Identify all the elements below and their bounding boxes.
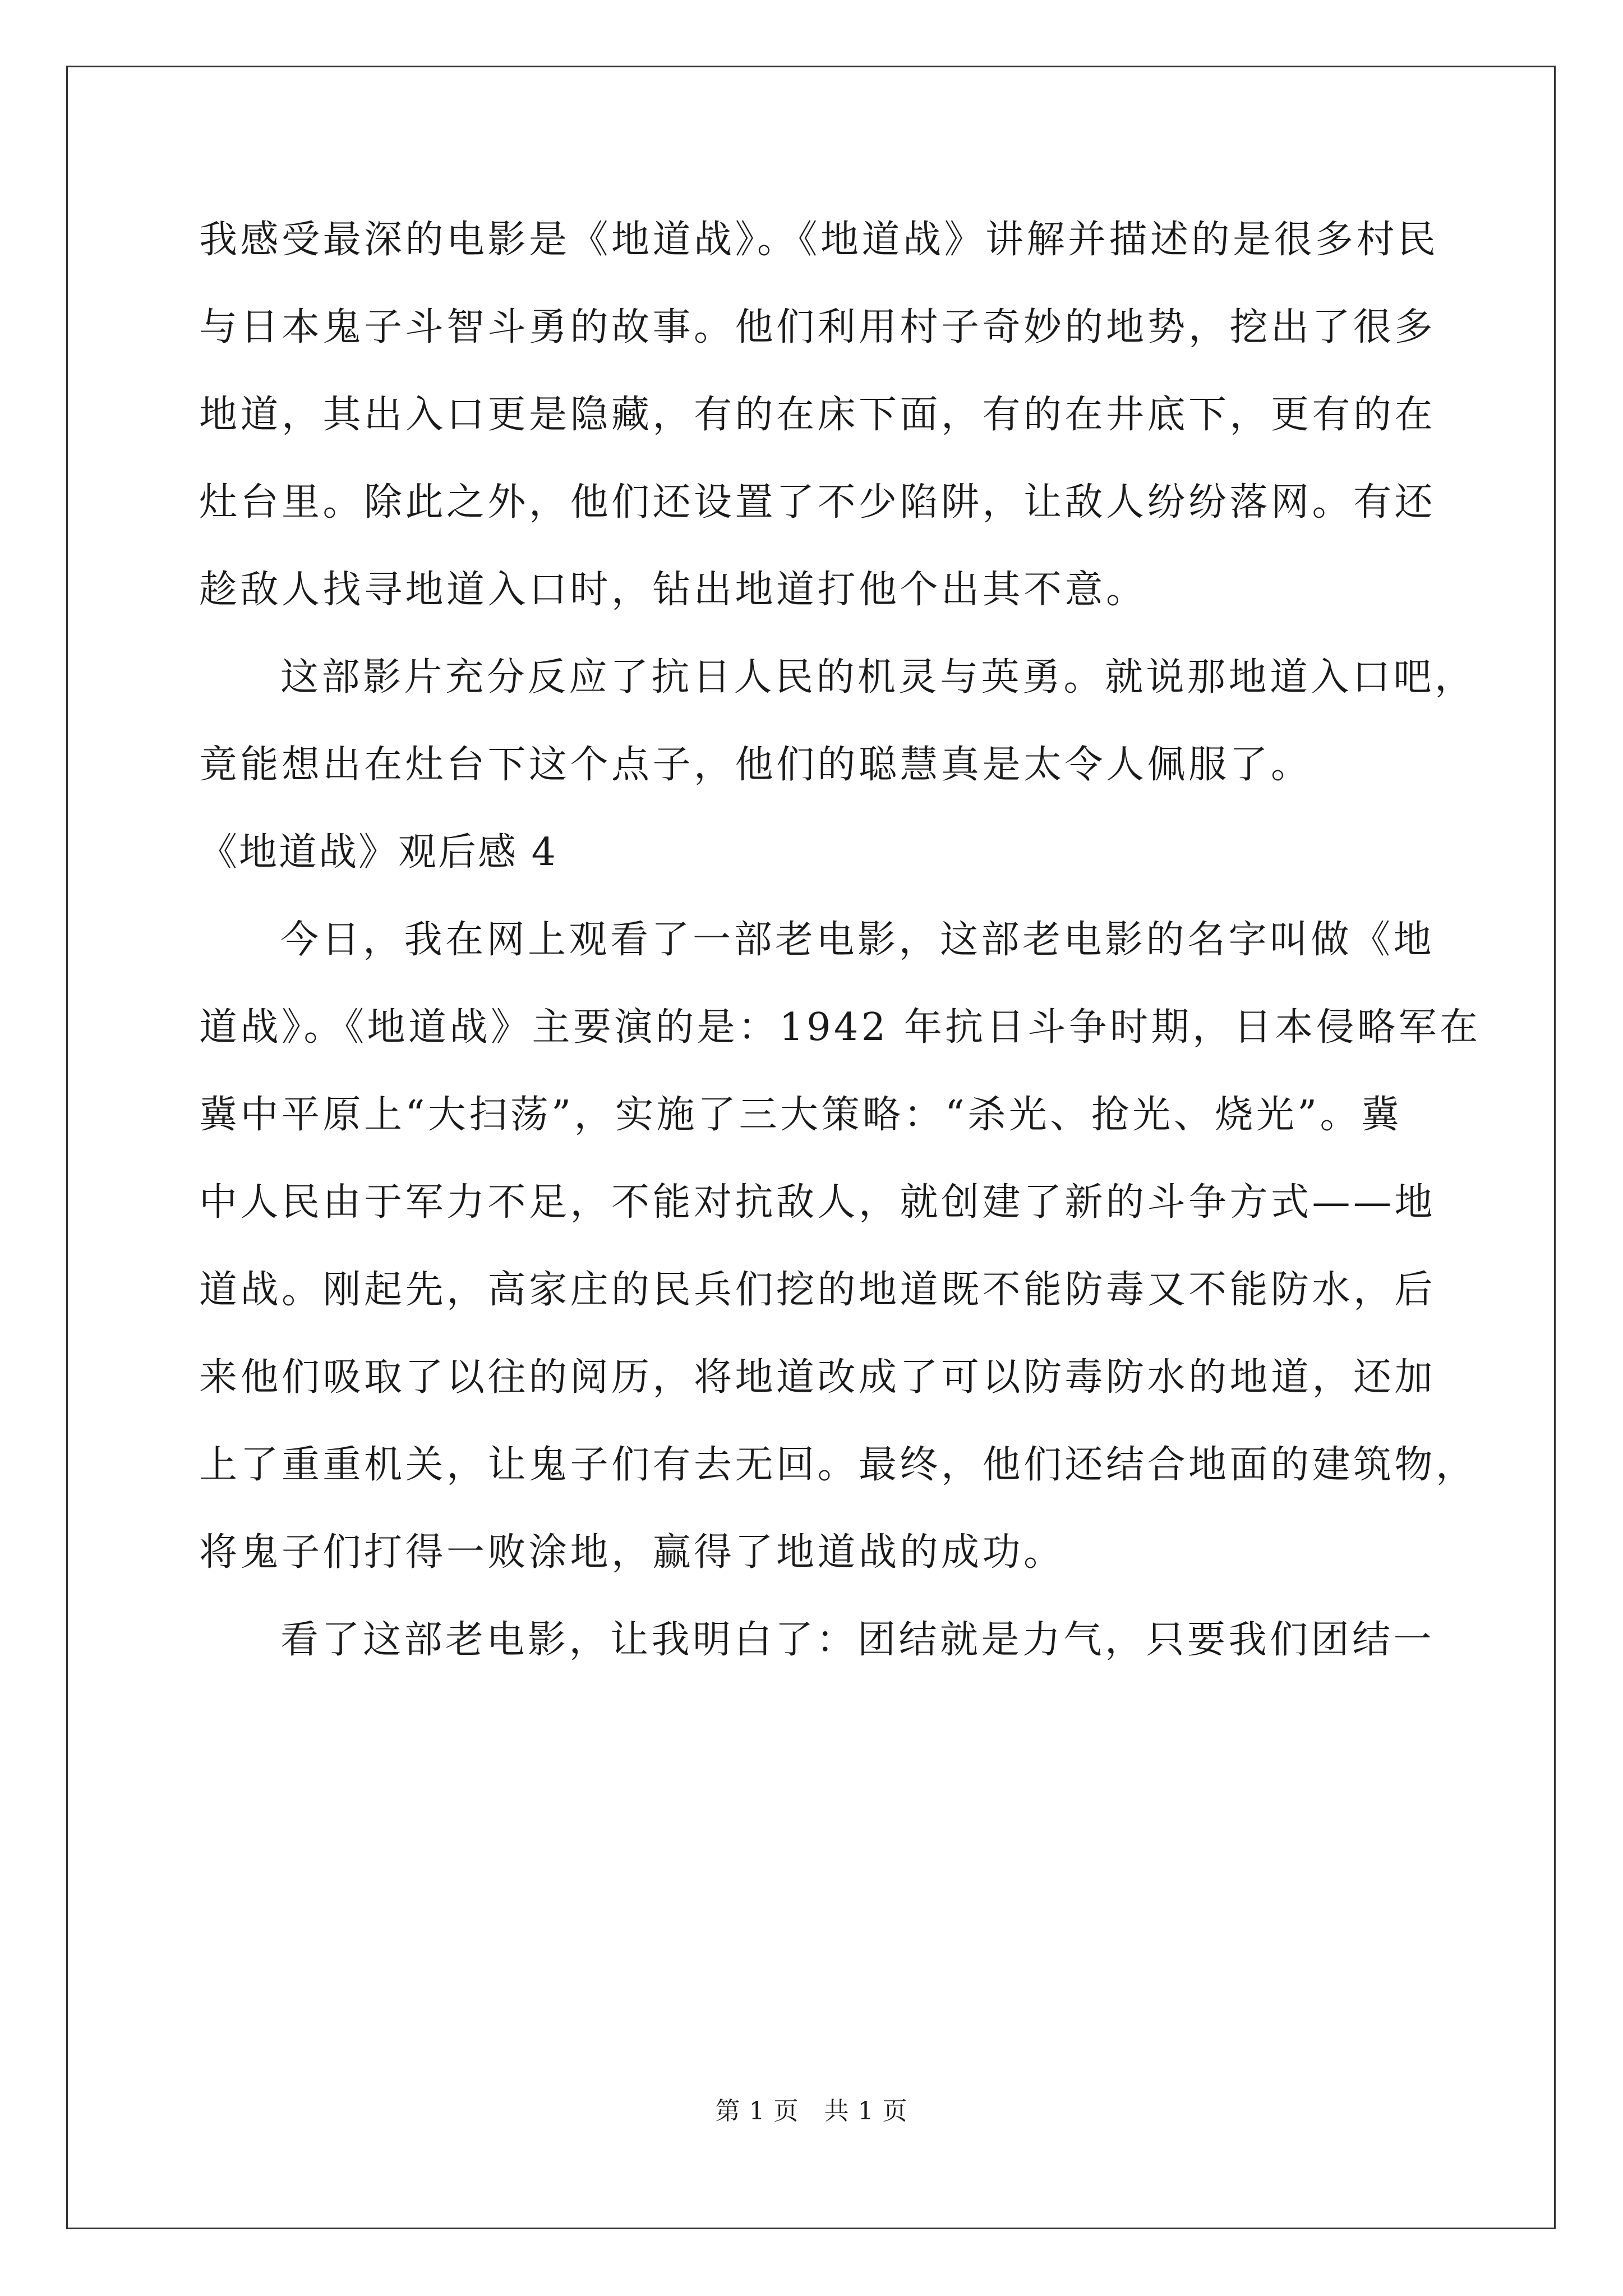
text-line: 与日本鬼子斗智斗勇的故事。他们利用村子奇妙的地势，挖出了很多 bbox=[199, 305, 1436, 349]
text-line: 道战》。《地道战》主要演的是：1942 年抗日斗争时期，日本侵略军在 bbox=[199, 1005, 1481, 1050]
text-line: 上了重重机关，让鬼子们有去无回。最终，他们还结合地面的建筑物， bbox=[199, 1443, 1477, 1487]
text-line: 道战。刚起先，高家庄的民兵们挖的地道既不能防毒又不能防水，后 bbox=[199, 1268, 1436, 1312]
section-heading: 《地道战》观后感 4 bbox=[199, 830, 557, 875]
page-number-footer: 第 1 页 共 1 页 bbox=[715, 2097, 908, 2125]
document-body bbox=[199, 196, 1481, 1684]
text-line: 今日，我在网上观看了一部老电影，这部老电影的名字叫做《地 bbox=[280, 918, 1435, 962]
text-line: 竟能想出在灶台下这个点子，他们的聪慧真是太令人佩服了。 bbox=[199, 743, 1312, 787]
text-line: 地道，其出入口更是隐藏，有的在床下面，有的在井底下，更有的在 bbox=[199, 393, 1436, 437]
text-line: 将鬼子们打得一败涂地，赢得了地道战的成功。 bbox=[199, 1530, 1065, 1575]
text-line: 趁敌人找寻地道入口时，钻出地道打他个出其不意。 bbox=[199, 568, 1147, 612]
text-line: 这部影片充分反应了抗日人民的机灵与英勇。就说那地道入口吧， bbox=[280, 655, 1476, 700]
text-line: 中人民由于军力不足，不能对抗敌人，就创建了新的斗争方式——地 bbox=[199, 1180, 1436, 1225]
text-line: 看了这部老电影，让我明白了：团结就是力气，只要我们团结一 bbox=[280, 1618, 1435, 1662]
text-line: 我感受最深的电影是《地道战》。《地道战》讲解并描述的是很多村民 bbox=[199, 218, 1439, 262]
text-line: 冀中平原上“大扫荡”，实施了三大策略：“杀光、抢光、烧光”。冀 bbox=[199, 1093, 1403, 1137]
text-line: 灶台里。除此之外，他们还设置了不少陷阱，让敌人纷纷落网。有还 bbox=[199, 480, 1436, 524]
text-line: 来他们吸取了以往的阅历，将地道改成了可以防毒防水的地道，还加 bbox=[199, 1355, 1436, 1400]
